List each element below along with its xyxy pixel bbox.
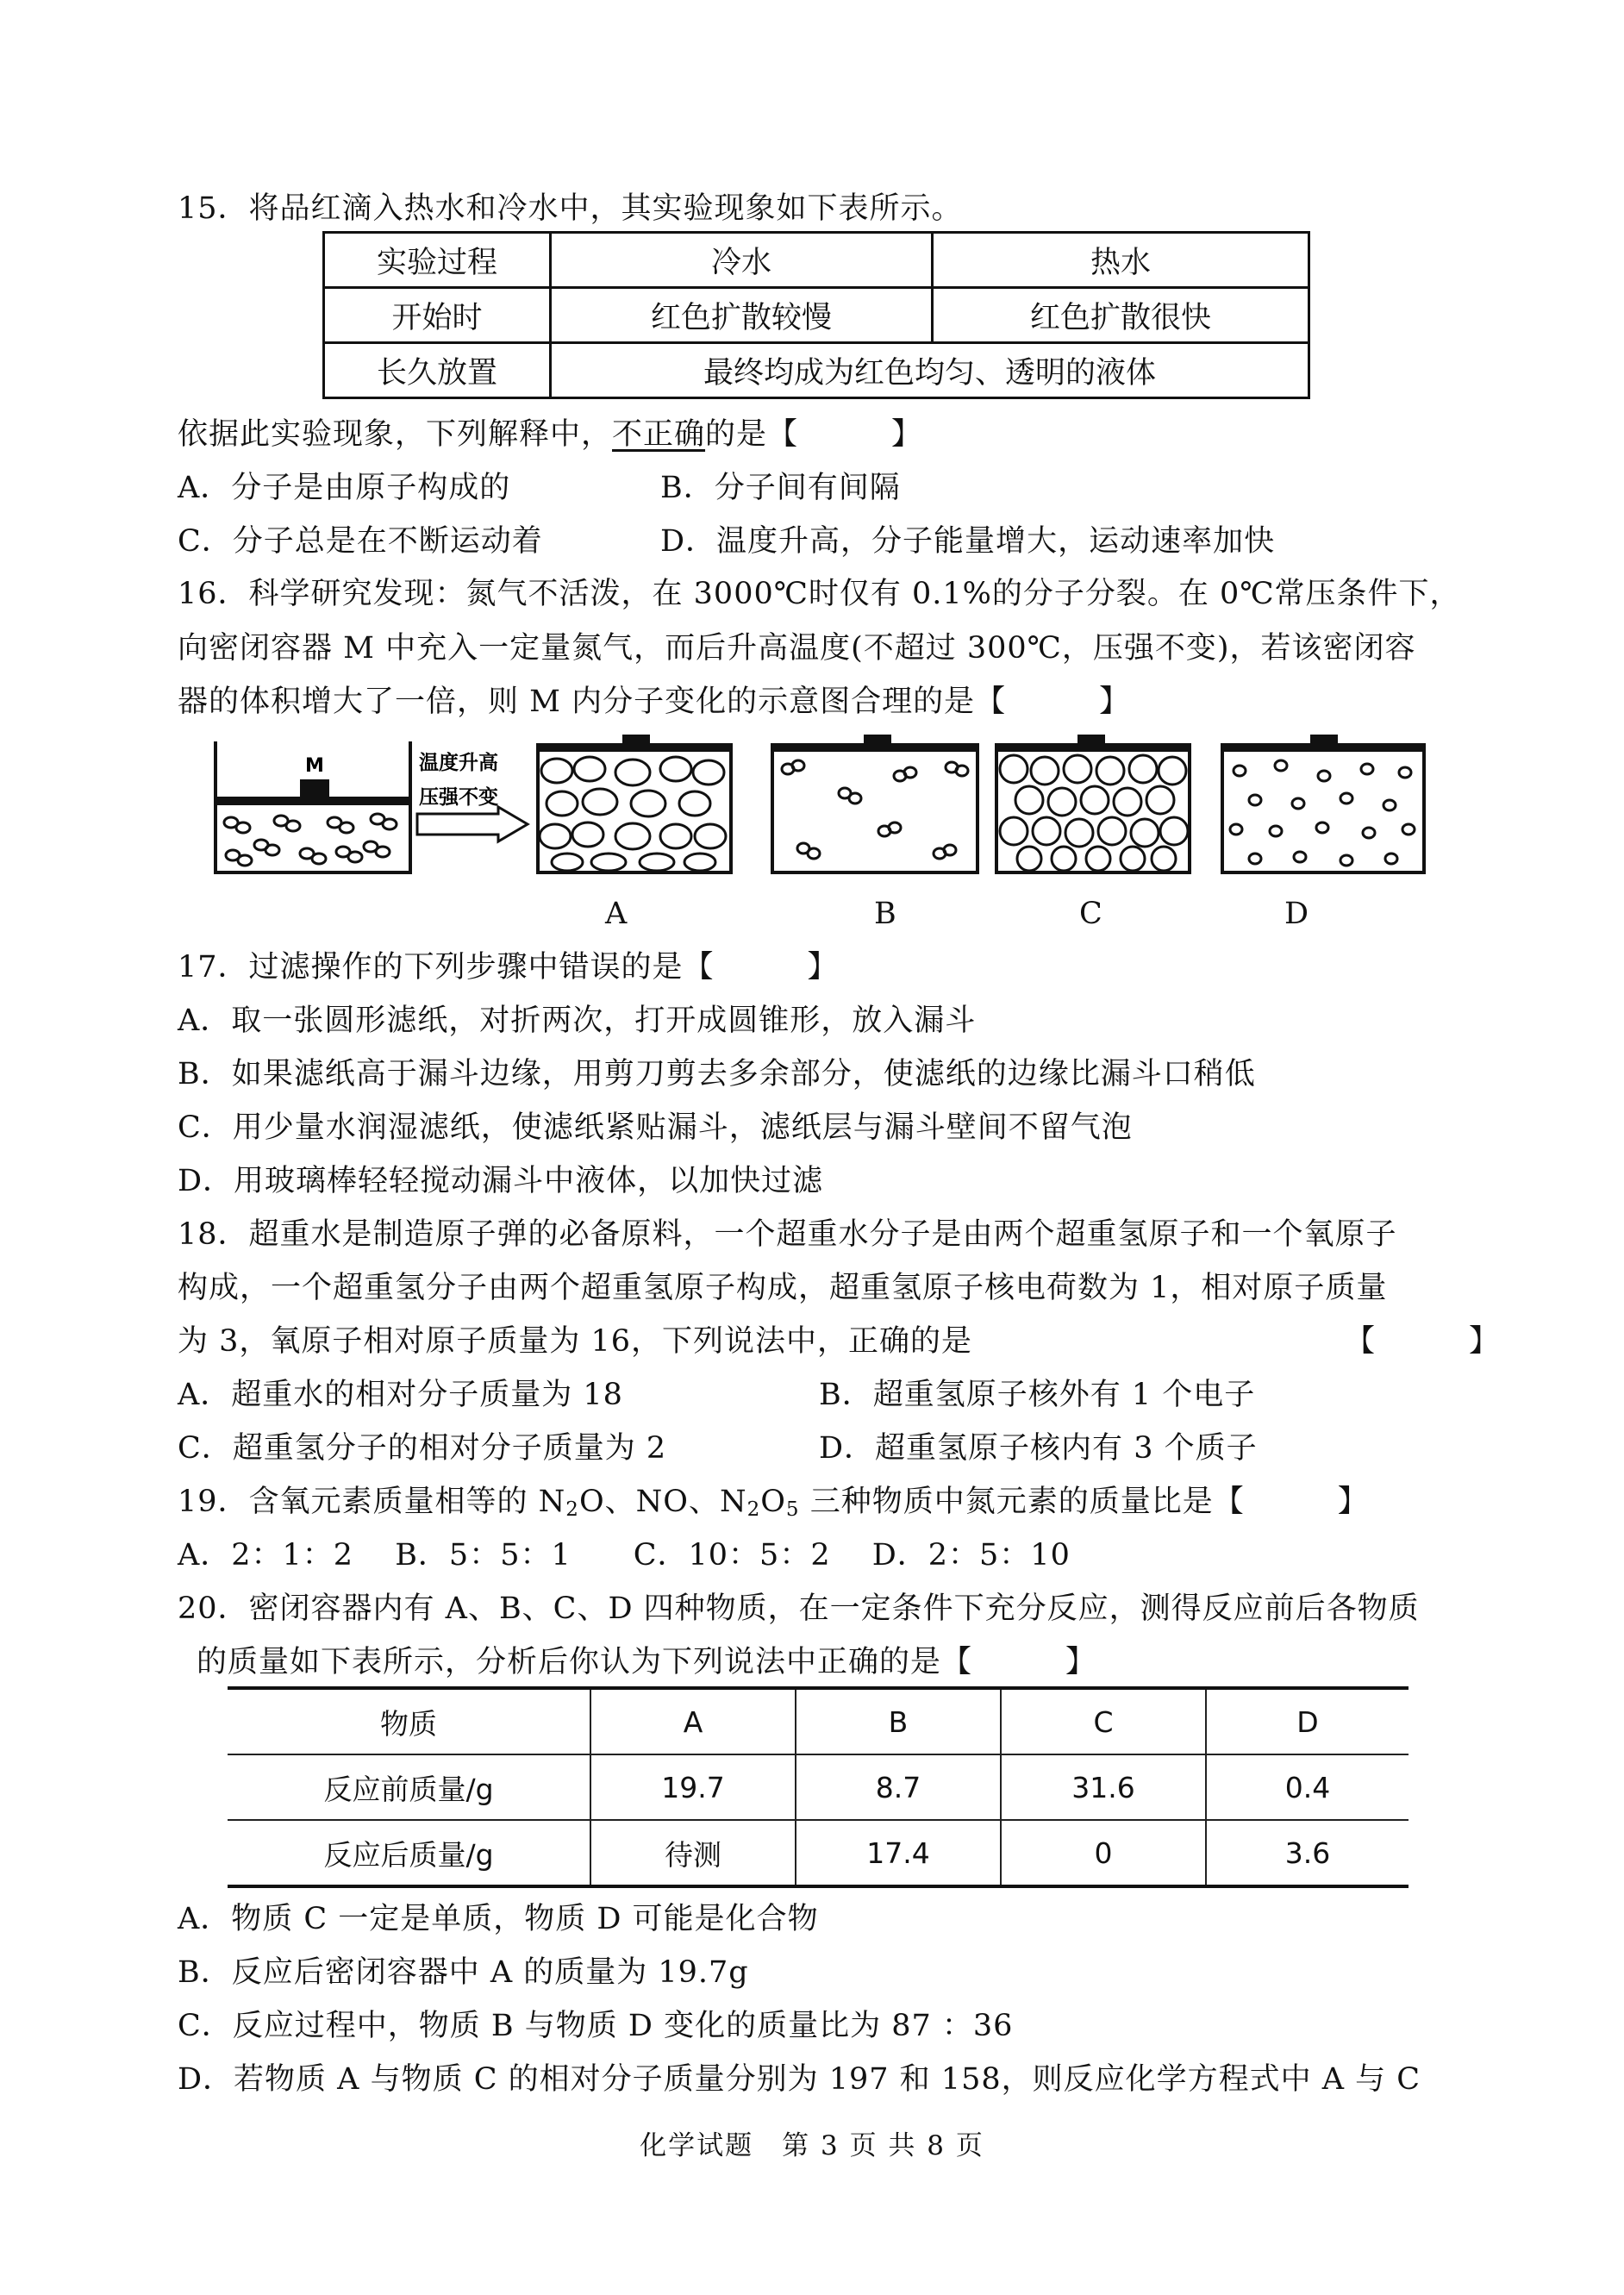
table-cell: 长久放置 bbox=[324, 343, 551, 398]
page-footer: 化学试题 第 3 页 共 8 页 bbox=[640, 2130, 984, 2161]
q20-line1: 20．密闭容器内有 A、B、C、D 四种物质，在一定条件下充分反应，测得反应前后各物质 bbox=[178, 1591, 1420, 1626]
table-cell: 物质 bbox=[228, 1688, 590, 1754]
question-text: 为 3，氧原子相对原子质量为 16，下列说法中，正确的是 bbox=[178, 1324, 973, 1359]
container-label: M bbox=[305, 755, 324, 777]
table-row bbox=[324, 288, 1309, 343]
q18-option-c: C．超重氢分子的相对分子质量为 2 bbox=[178, 1431, 667, 1466]
table-cell: 31.6 bbox=[1001, 1754, 1206, 1820]
table-cell: C bbox=[1001, 1688, 1206, 1754]
table-cell: 红色扩散较慢 bbox=[551, 288, 933, 343]
question-text: 19．含氧元素质量相等的 N bbox=[178, 1485, 566, 1519]
option-b-container bbox=[772, 735, 978, 872]
q19-options: A．2：1：2 B．5：5：1 C．10：5：2 D．2：5：10 bbox=[178, 1538, 1071, 1573]
table-cell: 冷水 bbox=[551, 233, 933, 288]
q20-option-b: B．反应后密闭容器中 A 的质量为 19.7g bbox=[178, 1955, 749, 1990]
q20-option-a: A．物质 C 一定是单质，物质 D 可能是化合物 bbox=[178, 1902, 819, 1936]
q15-option-a: A．分子是由原子构成的 bbox=[178, 471, 511, 505]
table-row bbox=[228, 1820, 1409, 1886]
q15-stem: 15．将品红滴入热水和冷水中，其实验现象如下表所示。 bbox=[178, 191, 963, 226]
q15-table bbox=[322, 231, 1310, 399]
table-cell: 红色扩散很快 bbox=[933, 288, 1309, 343]
question-text: 三种物质中氮元素的质量比是【 】 bbox=[799, 1485, 1369, 1519]
q17-stem: 17．过滤操作的下列步骤中错误的是【 】 bbox=[178, 950, 839, 985]
table-cell: D bbox=[1206, 1688, 1409, 1754]
option-a-container bbox=[538, 735, 731, 872]
q15-option-b: B．分子间有间隔 bbox=[660, 471, 901, 505]
q18-line3 bbox=[178, 1323, 1500, 1360]
q20-table bbox=[228, 1686, 1409, 1888]
table-cell: 待测 bbox=[590, 1820, 796, 1886]
table-row bbox=[324, 343, 1309, 398]
q20-option-c: C．反应过程中，物质 B 与物质 D 变化的质量比为 87 ：36 bbox=[178, 2009, 1014, 2043]
table-row bbox=[228, 1688, 1409, 1754]
table-cell: A bbox=[590, 1688, 796, 1754]
table-cell: 最终均成为红色均匀、透明的液体 bbox=[551, 343, 1309, 398]
q17-option-d: D．用玻璃棒轻轻搅动漏斗中液体，以加快过滤 bbox=[178, 1164, 824, 1198]
table-row bbox=[324, 233, 1309, 288]
q15-option-c: C．分子总是在不断运动着 bbox=[178, 524, 543, 559]
initial-container bbox=[215, 741, 410, 872]
option-label-c: C bbox=[1079, 897, 1102, 931]
table-cell: 实验过程 bbox=[324, 233, 551, 288]
table-cell: 19.7 bbox=[590, 1754, 796, 1820]
table-cell: 开始时 bbox=[324, 288, 551, 343]
q18-option-b: B．超重氢原子核外有 1 个电子 bbox=[819, 1378, 1256, 1412]
q15-question bbox=[178, 416, 922, 453]
table-cell: B bbox=[796, 1688, 1001, 1754]
q18-options-cd bbox=[178, 1429, 1258, 1467]
table-cell: 8.7 bbox=[796, 1754, 1001, 1820]
q18-options-ab bbox=[178, 1376, 1255, 1414]
answer-bracket: 的是【 】 bbox=[705, 417, 923, 452]
option-d-container bbox=[1222, 735, 1424, 872]
q20-line2: 的质量如下表所示，分析后你认为下列说法中正确的是【 】 bbox=[197, 1645, 1097, 1679]
q15-options-cd bbox=[178, 522, 1275, 560]
question-text: 依据此实验现象，下列解释中， bbox=[178, 417, 613, 452]
subscript: 5 bbox=[785, 1498, 800, 1521]
question-text: O、NO、N bbox=[578, 1485, 747, 1519]
arrow bbox=[417, 751, 528, 841]
q15-options-ab bbox=[178, 469, 901, 507]
arrow-text-top: 温度升高 bbox=[419, 752, 498, 774]
table-cell: 热水 bbox=[933, 233, 1309, 288]
q19-stem bbox=[178, 1483, 1369, 1521]
q17-option-b: B．如果滤纸高于漏斗边缘，用剪刀剪去多余部分，使滤纸的边缘比漏斗口稍低 bbox=[178, 1057, 1256, 1091]
table-row bbox=[228, 1754, 1409, 1820]
q16-line2: 向密闭容器 M 中充入一定量氮气，而后升高温度(不超过 300℃，压强不变)，若该密闭容 bbox=[178, 631, 1416, 666]
q16-molecule-diagram bbox=[214, 735, 1438, 881]
option-label-b: B bbox=[874, 897, 896, 931]
q18-option-d: D．超重氢原子核内有 3 个质子 bbox=[819, 1431, 1258, 1466]
answer-bracket: 【 】 bbox=[1345, 1324, 1501, 1359]
q16-line3: 器的体积增大了一倍，则 M 内分子变化的示意图合理的是【 】 bbox=[178, 685, 1131, 719]
q16-line1: 16．科学研究发现：氮气不活泼，在 3000℃时仅有 0.1%的分子分裂。在 0℃常压条件下， bbox=[178, 577, 1461, 611]
q17-option-c: C．用少量水润湿滤纸，使滤纸紧贴漏斗，滤纸层与漏斗壁间不留气泡 bbox=[178, 1110, 1133, 1145]
table-cell: 反应后质量/g bbox=[228, 1820, 590, 1886]
q20-option-d: D．若物质 A 与物质 C 的相对分子质量分别为 197 和 158，则反应化学方程式中 A 与 C bbox=[178, 2062, 1421, 2097]
question-text: O bbox=[760, 1485, 786, 1519]
table-cell: 0.4 bbox=[1206, 1754, 1409, 1820]
table-cell: 3.6 bbox=[1206, 1820, 1409, 1886]
subscript: 2 bbox=[746, 1498, 761, 1521]
table-cell: 17.4 bbox=[796, 1820, 1001, 1886]
q15-option-d: D．温度升高，分子能量增大，运动速率加快 bbox=[660, 524, 1276, 559]
q17-option-a: A．取一张圆形滤纸，对折两次，打开成圆锥形，放入漏斗 bbox=[178, 1004, 977, 1038]
arrow-text-bottom: 压强不变 bbox=[419, 786, 498, 809]
option-label-a: A bbox=[605, 897, 628, 931]
table-cell: 反应前质量/g bbox=[228, 1754, 590, 1820]
q18-line1: 18．超重水是制造原子弹的必备原料，一个超重水分子是由两个超重氢原子和一个氧原子 bbox=[178, 1217, 1397, 1252]
subscript: 2 bbox=[565, 1498, 579, 1521]
q18-option-a: A．超重水的相对分子质量为 18 bbox=[178, 1378, 623, 1412]
table-cell: 0 bbox=[1001, 1820, 1206, 1886]
question-emphasis: 不正确 bbox=[612, 417, 706, 452]
option-label-d: D bbox=[1284, 897, 1309, 931]
q18-line2: 构成，一个超重氢分子由两个超重氢原子构成，超重氢原子核电荷数为 1，相对原子质量 bbox=[178, 1271, 1388, 1305]
option-c-container bbox=[996, 735, 1190, 872]
